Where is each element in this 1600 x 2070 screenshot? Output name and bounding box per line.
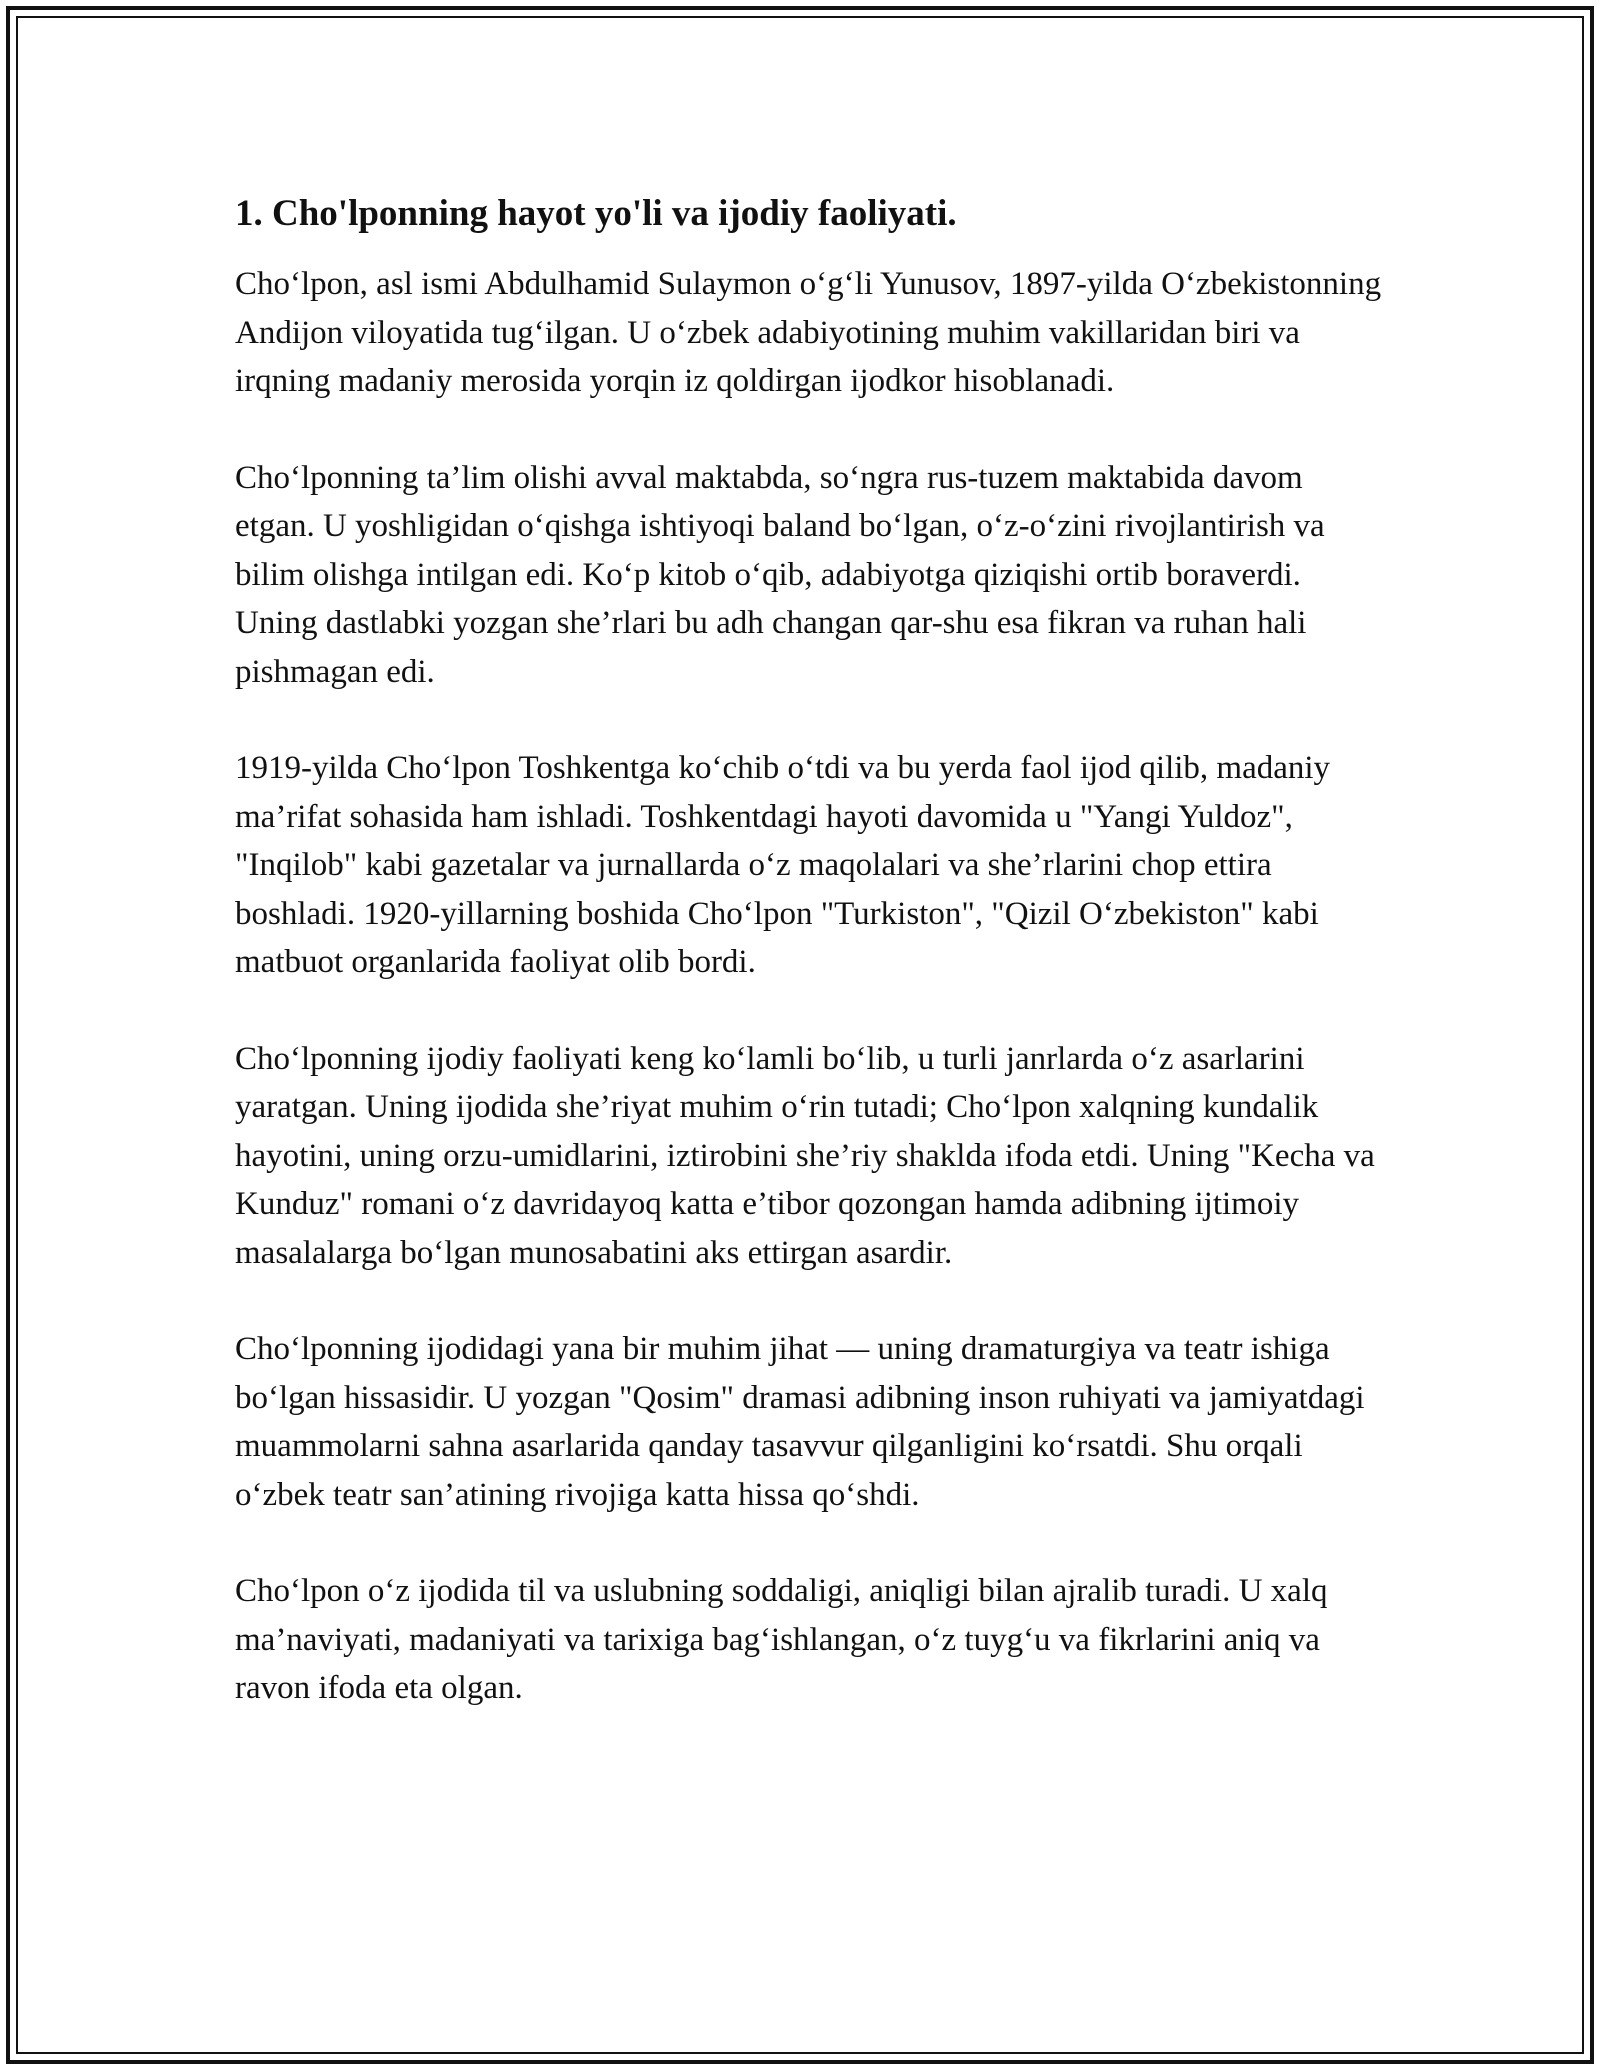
document-body: [235, 188, 1385, 1761]
paragraph-education: Cho‘lponning ta’lim olishi avval maktabda, so‘ngra rus-tuzem maktabida davom etgan. U yoshligidan o‘qishga ishtiyoqi baland bo‘lgan, o‘z-o‘zini rivojlantirish va bilim olishga intilgan edi. Ko‘p kitob o‘qib, adabiyotga qiziqishi ortib boraverdi. Uning dastlabki yozgan she’rlari bu adh changan qar-shu esa fikran va ruhan hali pishmagan edi.: [235, 459, 1325, 690]
paragraph-creative-work: Cho‘lponning ijodiy faoliyati keng ko‘lamli bo‘lib, u turli janrlarda o‘z asarlarini yaratgan. Uning ijodida she’riyat muhim o‘rin tutadi; Cho‘lpon xalqning kundalik hayotini, uning orzu-umidlarini, iztirobini she’riy shaklda ifoda etdi. Uning "Kecha va Kunduz" romani o‘z davridayoq katta e’tibor qozongan hamda adibning ijtimoiy masalalarga bo‘lgan munosabatini aks ettirgan asardir.: [235, 1040, 1375, 1271]
section-heading: 1. Cho'lponning hayot yo'li va ijodiy faoliyati.: [235, 193, 957, 234]
paragraph-drama: Cho‘lponning ijodidagi yana bir muhim jihat — uning dramaturgiya va teatr ishiga bo‘lgan hissasidir. U yozgan "Qosim" dramasi adibning inson ruhiyati va jamiyatdagi muammolarni sahna asarlarida qanday tasavvur qilganligini ko‘rsatdi. Shu orqali o‘zbek teatr san’atining rivojiga katta hissa qo‘shdi.: [235, 1331, 1365, 1513]
paragraph-tashkent: 1919-yilda Cho‘lpon Toshkentga ko‘chib o‘tdi va bu yerda faol ijod qilib, madaniy ma’rifat sohasida ham ishladi. Toshkentdagi hayoti davomida u "Yangi Yuldoz", "Inqilob" kabi gazetalar va jurnallarda o‘z maqolalari va she’rlarini chop ettira boshladi. 1920-yillarning boshida Cho‘lpon "Turkiston", "Qizil O‘zbekiston" kabi matbuot organlarida faoliyat olib bordi.: [235, 750, 1331, 980]
paragraph-style: Cho‘lpon o‘z ijodida til va uslubning soddaligi, aniqligi bilan ajralib turadi. U xalq ma’naviyati, madaniyati va tarixiga bag‘ishlangan, o‘z tuyg‘u va fikrlarini aniq va ravon ifoda eta olgan.: [235, 1573, 1328, 1706]
paragraph-birth: Cho‘lpon, asl ismi Abdulhamid Sulaymon o‘g‘li Yunusov, 1897-yilda O‘zbekistonning Andijon viloyatida tug‘ilgan. U o‘zbek adabiyotining muhim vakillaridan biri va irqning madaniy merosida yorqin iz qoldirgan ijodkor hisoblanadi.: [235, 266, 1382, 399]
